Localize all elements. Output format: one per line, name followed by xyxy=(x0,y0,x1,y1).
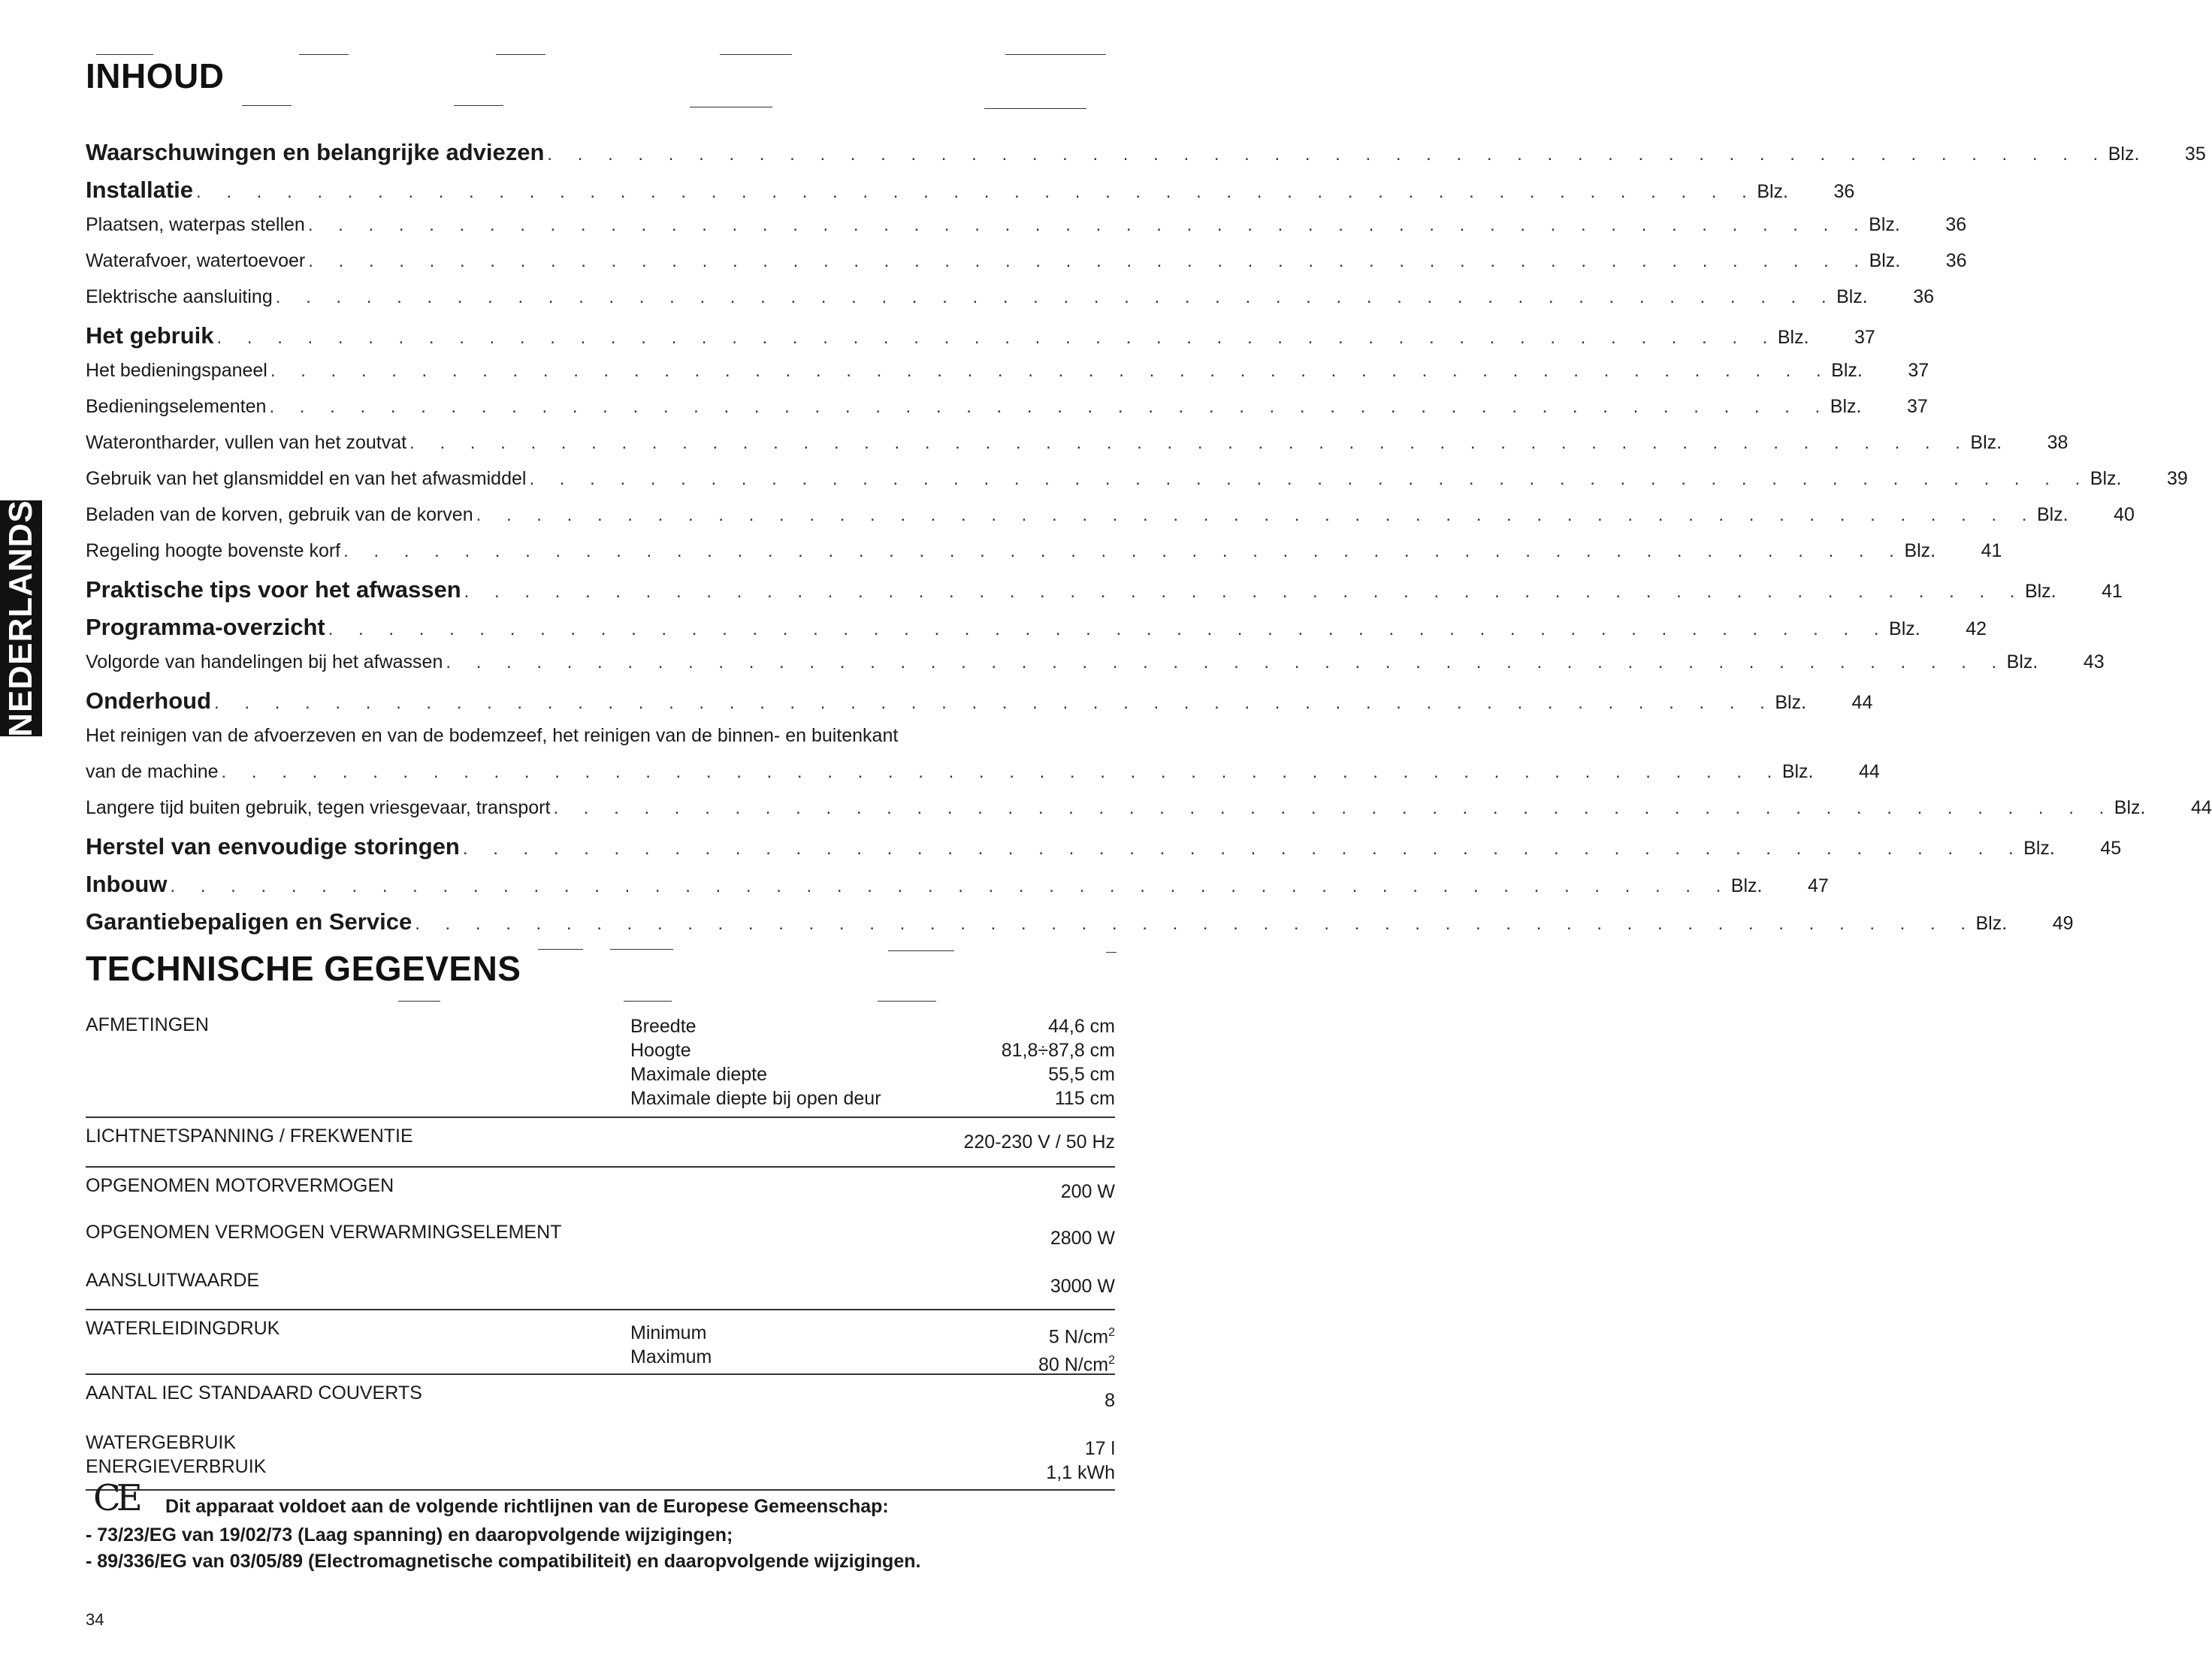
toc-entry xyxy=(86,177,1855,214)
toc-entry-page: 35 xyxy=(2184,144,2206,165)
toc-entry-blz: Blz. xyxy=(2036,504,2068,525)
spec-sublabels xyxy=(630,1014,881,1110)
toc-leader-dots: . . . . . . . . . . . . . . . . . . . . . . . . . . . . . . . . . . . . . . . . . . . . . . . . . . . . xyxy=(462,839,2024,859)
toc-entry-page: 43 xyxy=(2083,651,2105,672)
decor-rule xyxy=(720,54,792,55)
spec-label: OPGENOMEN VERMOGEN VERWARMINGSELEMENT xyxy=(86,1222,562,1243)
toc-entry-blz: Blz. xyxy=(1831,360,1863,381)
decor-rule xyxy=(1106,952,1117,953)
toc-entry xyxy=(86,797,2212,833)
toc-leader-dots: . . . . . . . . . . . . . . . . . . . . . . . . . . . . . . . . . . . . . . . . . . . . . . . . . . . . xyxy=(221,762,1782,782)
toc-entry-title: Plaatsen, waterpas stellen xyxy=(86,214,305,235)
toc-entry xyxy=(86,540,2002,576)
ce-directive-1: - 73/23/EG van 19/02/73 (Laag spanning) en daaropvolgende wijzigingen; xyxy=(86,1524,733,1546)
toc-entry xyxy=(86,725,1115,761)
toc-leader-dots: . . . . . . . . . . . . . . . . . . . . . . . . . . . . . . . . . . . . . . . . . . . . . . . . . . . . xyxy=(553,798,2114,818)
spec-value: 3000 W xyxy=(1050,1276,1115,1297)
toc-entry-blz: Blz. xyxy=(1869,214,1900,235)
toc-entry xyxy=(86,614,1987,651)
toc-entry-title: Het gebruik xyxy=(86,322,214,349)
toc-entry-title: Garantiebepaligen en Service xyxy=(86,908,412,935)
toc-entry-page: 44 xyxy=(2190,797,2212,818)
language-side-tab-label: NEDERLANDS xyxy=(2,500,40,737)
toc-entry-blz: Blz. xyxy=(1730,875,1763,896)
toc-entry xyxy=(86,286,1935,322)
toc-entry-title: Beladen van de korven, gebruik van de korven xyxy=(86,504,473,525)
toc-entry-blz: Blz. xyxy=(2108,144,2140,165)
toc-entry xyxy=(86,139,2206,177)
toc-entry-title: Waterontharder, vullen van het zoutvat xyxy=(86,432,407,453)
toc-entry-page: 36 xyxy=(1945,250,1967,271)
spec-value: 55,5 cm xyxy=(1048,1064,1115,1085)
decor-rule xyxy=(610,949,673,950)
spec-value-text: 5 N/cm xyxy=(1048,1326,1109,1348)
spec-value: 8 xyxy=(1104,1390,1115,1411)
toc-entry-blz: Blz. xyxy=(2114,797,2146,818)
language-side-tab xyxy=(0,500,42,736)
toc-leader-dots: . . . . . . . . . . . . . . . . . . . . . . . . . . . . . . . . . . . . . . . . . . . . . . . . . . . . xyxy=(269,397,1830,417)
page-number: 34 xyxy=(86,1610,104,1629)
toc-entry-page: 44 xyxy=(1851,692,1873,713)
spec-value: 115 cm xyxy=(1054,1088,1115,1109)
spec-sublabel: Maximum xyxy=(630,1346,712,1367)
toc-entry xyxy=(86,687,1873,725)
spec-value-text: 80 N/cm xyxy=(1038,1354,1109,1376)
decor-rule xyxy=(454,105,503,106)
toc-entry-page: 45 xyxy=(2100,838,2122,859)
spec-couverts xyxy=(86,1375,1115,1423)
decor-rule xyxy=(624,1001,672,1002)
toc-entry-blz: Blz. xyxy=(2006,651,2038,672)
toc-entry-blz: Blz. xyxy=(1777,327,1809,348)
toc-entry-title: Inbouw xyxy=(86,871,168,897)
toc-entry-title: Onderhoud xyxy=(86,687,212,714)
toc-leader-dots: . . . . . . . . . . . . . . . . . . . . . . . . . . . . . . . . . . . . . . . . . . . . . . . . . . . . xyxy=(170,876,1731,896)
toc-leader-dots: . . . . . . . . . . . . . . . . . . . . . . . . . . . . . . . . . . . . . . . . . . . . . . . . . . . . xyxy=(275,287,1837,307)
toc-entry-title: Waarschuwingen en belangrijke adviezen xyxy=(86,139,545,165)
spec-waterdruk xyxy=(86,1310,1115,1375)
toc-title: INHOUD xyxy=(86,56,225,95)
toc-entry-page: 36 xyxy=(1913,286,1935,307)
toc-entry-blz: Blz. xyxy=(1975,913,2008,934)
spec-value: 200 W xyxy=(1060,1181,1115,1202)
toc-entry xyxy=(86,214,1967,250)
spec-value: 220-230 V / 50 Hz xyxy=(963,1132,1115,1153)
decor-rule xyxy=(538,949,583,950)
toc-entry-title: Regeling hoogte bovenste korf xyxy=(86,540,341,561)
toc-entry-page: 36 xyxy=(1833,181,1855,202)
spec-value: 1,1 kWh xyxy=(1046,1462,1115,1483)
toc-entry xyxy=(86,871,1829,908)
spec-value: 17 l xyxy=(1084,1438,1115,1459)
toc-entry-page: 36 xyxy=(1945,214,1967,235)
toc-entry-blz: Blz. xyxy=(2024,581,2056,602)
toc-entry-page: 44 xyxy=(1859,761,1880,782)
toc-entry-page: 49 xyxy=(2052,913,2074,934)
decor-rule xyxy=(242,105,292,106)
spec-sublabel: Minimum xyxy=(630,1322,707,1343)
toc-leader-dots: . . . . . . . . . . . . . . . . . . . . . . . . . . . . . . . . . . . . . . . . . . . . . . . . . . . . xyxy=(409,433,1971,453)
toc-entry-blz: Blz. xyxy=(2090,468,2122,489)
toc-entry-blz: Blz. xyxy=(1904,540,1936,561)
spec-values xyxy=(1002,1014,1115,1110)
decor-rule xyxy=(96,54,153,55)
ce-intro: Dit apparaat voldoet aan de volgende richtlijnen van de Europese Gemeenschap: xyxy=(165,1496,889,1517)
spec-verbruik xyxy=(86,1423,1115,1491)
spec-value xyxy=(1038,1321,1115,1349)
toc-entry-blz: Blz. xyxy=(1889,618,1920,639)
spec-values xyxy=(1046,1437,1115,1485)
toc-entry-blz: Blz. xyxy=(1836,286,1868,307)
toc-entry-blz: Blz. xyxy=(1757,181,1788,202)
spec-sublabel: Maximale diepte xyxy=(630,1064,768,1085)
toc-entry-title: Langere tijd buiten gebruik, tegen vriesgevaar, transport xyxy=(86,797,551,818)
toc-leader-dots: . . . . . . . . . . . . . . . . . . . . . . . . . . . . . . . . . . . . . . . . . . . . . . . . . . . . xyxy=(529,469,2090,489)
toc-entry xyxy=(86,908,2074,946)
toc-leader-dots: . . . . . . . . . . . . . . . . . . . . . . . . . . . . . . . . . . . . . . . . . . . . . . . . . . . . xyxy=(476,505,2037,525)
spec-value: 44,6 cm xyxy=(1048,1016,1115,1037)
toc-entry-blz: Blz. xyxy=(1830,396,1862,417)
spec-afmetingen xyxy=(86,1007,1115,1118)
toc-entry-blz: Blz. xyxy=(1869,250,1901,271)
spec-spanning xyxy=(86,1118,1115,1168)
table-of-contents xyxy=(86,139,2212,946)
toc-entry-page: 40 xyxy=(2114,504,2135,525)
toc-entry xyxy=(86,761,1880,797)
toc-leader-dots: . . . . . . . . . . . . . . . . . . . . . . . . . . . . . . . . . . . . . . . . . . . . . . . . . . . . xyxy=(343,541,1905,561)
toc-entry-blz: Blz. xyxy=(1781,761,1814,782)
toc-entry-title: Programma-overzicht xyxy=(86,614,325,640)
spec-label: WATERGEBRUIK xyxy=(86,1432,237,1453)
toc-entry-title: Installatie xyxy=(86,177,193,203)
toc-entry-title: Bedieningselementen xyxy=(86,396,267,417)
toc-entry-title: Waterafvoer, watertoevoer xyxy=(86,250,306,271)
toc-entry xyxy=(86,651,2105,687)
toc-entry-title: Gebruik van het glansmiddel en van het afwasmiddel xyxy=(86,468,527,489)
toc-entry xyxy=(86,250,1967,286)
decor-rule xyxy=(299,54,349,55)
spec-value-sup: 2 xyxy=(1108,1354,1115,1367)
toc-entry xyxy=(86,833,2122,871)
toc-leader-dots: . . . . . . . . . . . . . . . . . . . . . . . . . . . . . . . . . . . . . . . . . . . . . . . . . . . . xyxy=(446,652,2007,672)
toc-entry-title: Elektrische aansluiting xyxy=(86,286,273,307)
toc-entry-page: 42 xyxy=(1966,618,1987,639)
toc-leader-dots: . . . . . . . . . . . . . . . . . . . . . . . . . . . . . . . . . . . . . . . . . . . . . . . . . . . . xyxy=(328,619,1890,639)
toc-entry xyxy=(86,322,1875,360)
toc-entry-title: Volgorde van handelingen bij het afwassen xyxy=(86,651,443,672)
toc-entry xyxy=(86,432,2068,468)
spec-sublabel: Breedte xyxy=(630,1016,697,1037)
spec-label: AFMETINGEN xyxy=(86,1014,209,1035)
toc-entry xyxy=(86,468,2188,504)
spec-label: LICHTNETSPANNING / FREKWENTIE xyxy=(86,1126,413,1147)
toc-entry-title: Het reinigen van de afvoerzeven en van de bodemzeef, het reinigen van de binnen- en buitenkant xyxy=(86,725,899,746)
spec-label: OPGENOMEN MOTORVERMOGEN xyxy=(86,1175,394,1196)
spec-aansluit xyxy=(86,1262,1115,1310)
decor-rule xyxy=(496,54,545,55)
toc-leader-dots: . . . . . . . . . . . . . . . . . . . . . . . . . . . . . . . . . . . . . . . . . . . . . . . . . . . . xyxy=(270,361,1832,381)
spec-sublabels xyxy=(630,1321,712,1369)
spec-value xyxy=(1038,1349,1115,1376)
toc-entry xyxy=(86,504,2135,540)
toc-entry-page: 39 xyxy=(2166,468,2188,489)
toc-entry-blz: Blz. xyxy=(1970,432,2002,453)
spec-sublabel: Maximale diepte bij open deur xyxy=(630,1088,881,1109)
toc-entry-blz: Blz. xyxy=(1775,692,1807,713)
toc-entry xyxy=(86,360,1929,396)
spec-sublabel: Hoogte xyxy=(630,1040,691,1061)
spec-verwarming xyxy=(86,1214,1115,1262)
toc-leader-dots: . . . . . . . . . . . . . . . . . . . . . . . . . . . . . . . . . . . . . . . . . . . . . . . . . . . . xyxy=(415,914,1976,934)
toc-leader-dots: . . . . . . . . . . . . . . . . . . . . . . . . . . . . . . . . . . . . . . . . . . . . . . . . . . . . xyxy=(307,215,1869,235)
spec-motor xyxy=(86,1168,1115,1214)
spec-label: AANTAL IEC STANDAARD COUVERTS xyxy=(86,1382,422,1404)
toc-leader-dots: . . . . . . . . . . . . . . . . . . . . . . . . . . . . . . . . . . . . . . . . . . . . . . . . . . . . xyxy=(464,582,2025,602)
toc-entry-title: Praktische tips voor het afwassen xyxy=(86,576,461,603)
toc-leader-dots: . . . . . . . . . . . . . . . . . . . . . . . . . . . . . . . . . . . . . . . . . . . . . . . . . . . . xyxy=(214,693,1775,713)
spec-label: ENERGIEVERBRUIK xyxy=(86,1456,267,1477)
toc-entry-page: 41 xyxy=(2102,581,2123,602)
toc-entry-page: 37 xyxy=(1854,327,1875,348)
spec-value: 81,8÷87,8 cm xyxy=(1001,1040,1115,1061)
toc-entry-page: 37 xyxy=(1908,360,1929,381)
toc-entry xyxy=(86,396,1928,432)
toc-leader-dots: . . . . . . . . . . . . . . . . . . . . . . . . . . . . . . . . . . . . . . . . . . . . . . . . . . . . xyxy=(547,144,2108,165)
decor-rule xyxy=(1005,54,1106,55)
tech-specs xyxy=(86,1007,1115,1491)
toc-entry-title: van de machine xyxy=(86,761,219,782)
toc-entry-page: 41 xyxy=(1981,540,2002,561)
decor-rule xyxy=(984,108,1086,109)
spec-label: WATERLEIDINGDRUK xyxy=(86,1318,280,1339)
ce-mark-icon: CE xyxy=(93,1477,138,1519)
spec-label: AANSLUITWAARDE xyxy=(86,1270,260,1291)
toc-entry-page: 38 xyxy=(2047,432,2068,453)
spec-value: 2800 W xyxy=(1050,1228,1115,1249)
toc-entry-title: Het bedieningspaneel xyxy=(86,360,267,381)
toc-entry-title: Herstel van eenvoudige storingen xyxy=(86,833,460,860)
toc-leader-dots: . . . . . . . . . . . . . . . . . . . . . . . . . . . . . . . . . . . . . . . . . . . . . . . . . . . . xyxy=(308,251,1869,271)
spec-value-sup: 2 xyxy=(1108,1326,1115,1339)
decor-rule xyxy=(888,950,954,951)
decor-rule xyxy=(878,1001,936,1002)
toc-leader-dots: . . . . . . . . . . . . . . . . . . . . . . . . . . . . . . . . . . . . . . . . . . . . . . . . . . . . xyxy=(216,328,1778,348)
toc-entry-page: 37 xyxy=(1906,396,1928,417)
decor-rule xyxy=(398,1001,440,1002)
ce-directive-2: - 89/336/EG van 03/05/89 (Electromagnetische compatibiliteit) en daaropvolgende wijzigingen. xyxy=(86,1551,921,1572)
spec-values xyxy=(1038,1321,1115,1377)
toc-leader-dots: . . . . . . . . . . . . . . . . . . . . . . . . . . . . . . . . . . . . . . . . . . . . . . . . . . . . xyxy=(196,182,1757,202)
toc-entry xyxy=(86,576,2123,614)
toc-entry-blz: Blz. xyxy=(2023,838,2055,859)
spec-labels xyxy=(86,1431,266,1479)
tech-title: TECHNISCHE GEGEVENS xyxy=(86,949,521,988)
toc-entry-page: 47 xyxy=(1807,875,1829,896)
